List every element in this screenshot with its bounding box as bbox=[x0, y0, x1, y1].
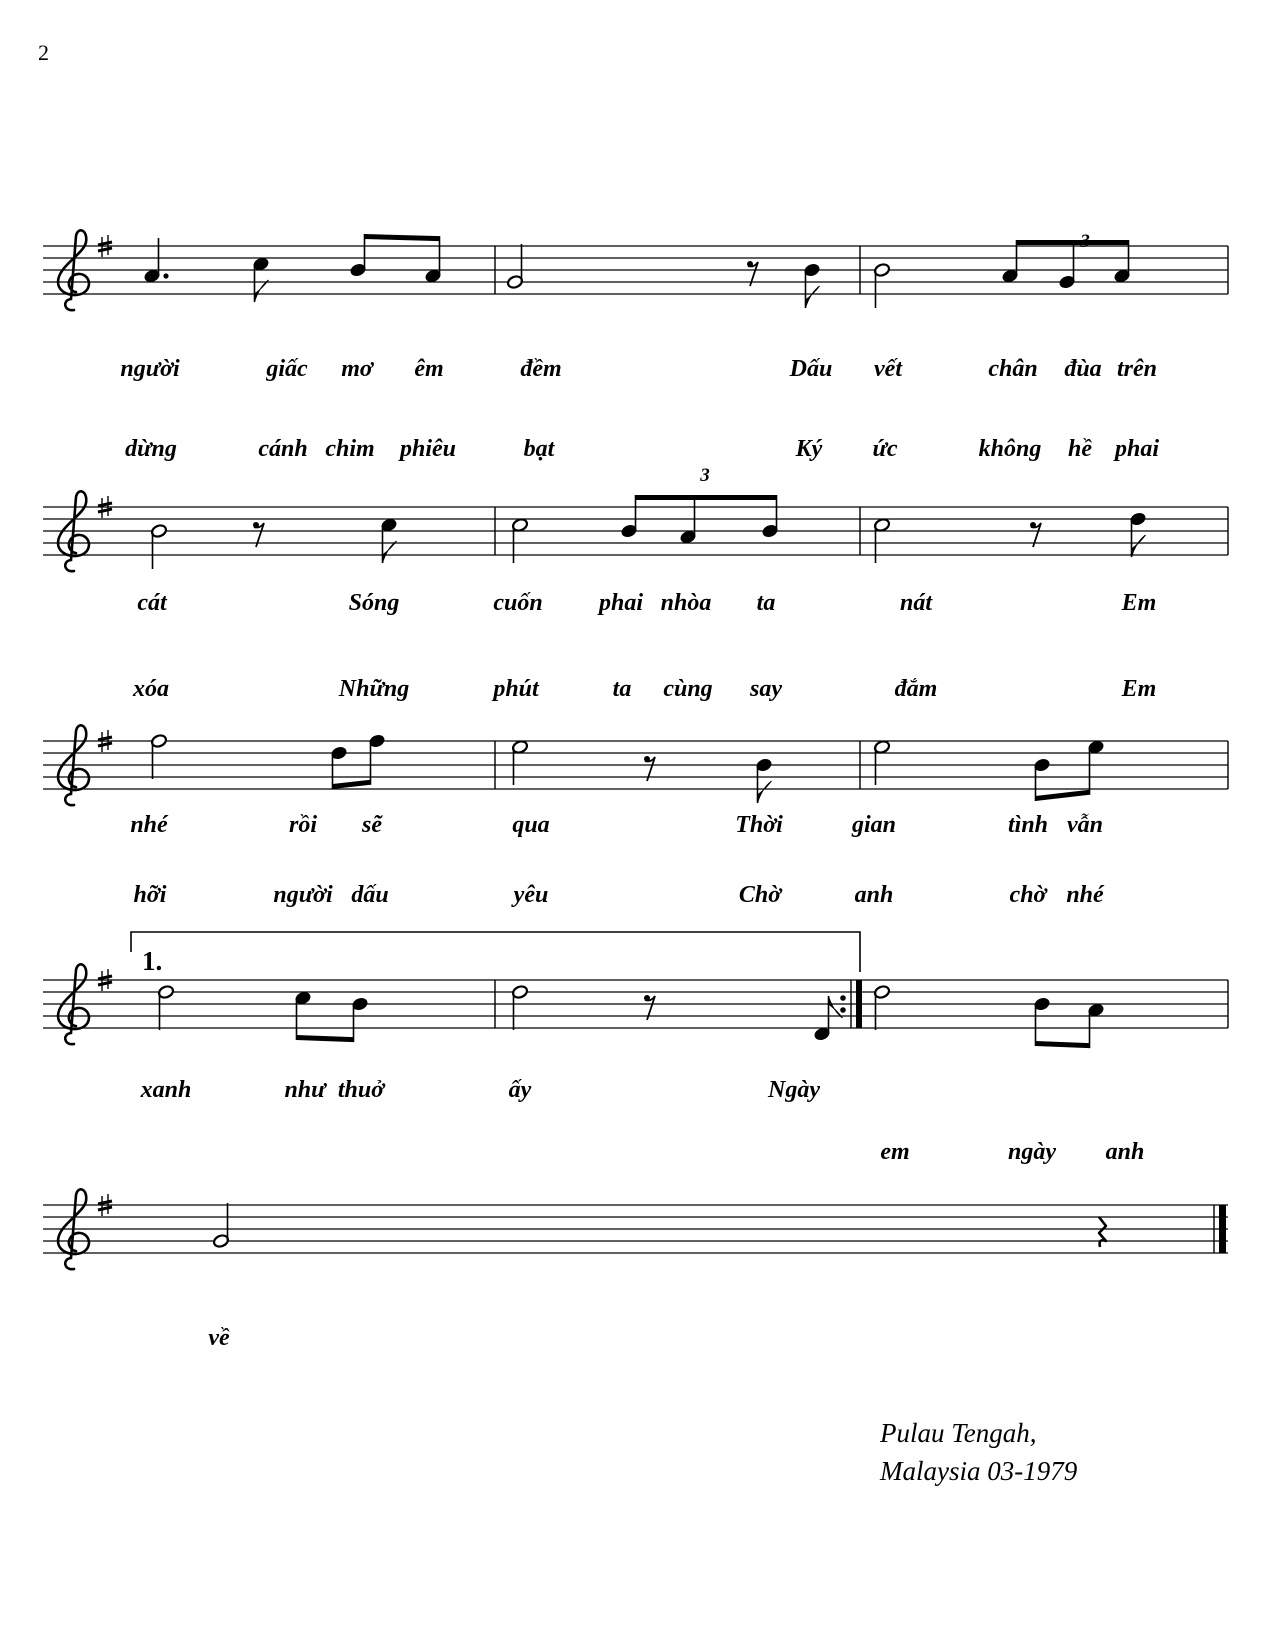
lyric-word: Ngày bbox=[768, 1077, 820, 1103]
lyric-word: nhé bbox=[1066, 882, 1104, 908]
lyric-word: anh bbox=[1105, 1139, 1145, 1165]
lyric-word: nát bbox=[899, 590, 933, 616]
lyric-word: gian bbox=[851, 812, 897, 838]
lyric-word: phiêu bbox=[399, 436, 457, 462]
lyric-word: cát bbox=[137, 590, 167, 616]
lyric-word: cùng bbox=[663, 676, 713, 702]
lyric-word: nhé bbox=[130, 812, 168, 838]
dot bbox=[163, 273, 168, 278]
sharp-icon bbox=[98, 737, 112, 740]
quarter-rest-icon bbox=[1099, 1217, 1106, 1247]
triplet-label: 3 bbox=[700, 465, 710, 486]
lyric-word: ấy bbox=[508, 1077, 532, 1103]
note-beam bbox=[1036, 1041, 1090, 1048]
sharp-icon bbox=[98, 509, 112, 512]
lyric-word: phút bbox=[493, 676, 539, 702]
lyric-word: chim bbox=[325, 436, 375, 462]
lyric-word: phai bbox=[1114, 436, 1160, 462]
lyric-word: đùa bbox=[1064, 356, 1102, 382]
lyric-word: rồi bbox=[288, 812, 318, 838]
note-flag bbox=[383, 541, 397, 563]
lyric-word: dừng bbox=[125, 436, 177, 462]
note-beam bbox=[1036, 790, 1090, 801]
note-flag bbox=[758, 781, 772, 803]
lyric-word: ta bbox=[612, 676, 632, 702]
signature-date: Malaysia 03-1979 bbox=[880, 1456, 1078, 1486]
lyric-word: cánh bbox=[258, 436, 308, 462]
lyric-word: Thời bbox=[735, 812, 783, 838]
note-beam bbox=[636, 495, 777, 500]
sharp-icon bbox=[98, 1201, 112, 1204]
triplet-label: 3 bbox=[1080, 231, 1090, 252]
lyric-word: chân bbox=[988, 356, 1038, 382]
sharp-icon bbox=[98, 982, 112, 985]
lyric-word: Ký bbox=[795, 436, 823, 462]
lyric-word: xóa bbox=[133, 676, 169, 702]
lyric-word: dấu bbox=[351, 882, 389, 908]
lyric-word: cuốn bbox=[493, 590, 543, 616]
lyric-word: đắm bbox=[894, 676, 938, 702]
repeat-dot bbox=[840, 1007, 846, 1013]
lyric-word: thuở bbox=[337, 1077, 385, 1103]
lyric-word: ngày bbox=[1008, 1139, 1056, 1165]
lyric-word: Dấu bbox=[789, 356, 833, 382]
lyric-word: không bbox=[978, 436, 1042, 462]
sharp-icon bbox=[98, 1207, 112, 1210]
sharp-icon bbox=[98, 743, 112, 746]
lyric-word: tình bbox=[1007, 812, 1049, 838]
note-flag bbox=[806, 286, 820, 308]
page-number: 2 bbox=[38, 40, 49, 65]
lyric-word: ta bbox=[756, 590, 776, 616]
volta-label: 1. bbox=[142, 946, 163, 976]
note-beam bbox=[297, 1035, 354, 1042]
lyric-word: phai bbox=[598, 590, 644, 616]
lyric-word: hề bbox=[1068, 436, 1092, 462]
lyric-word: nhòa bbox=[660, 590, 712, 616]
lyric-word: yêu bbox=[513, 882, 549, 908]
sharp-icon bbox=[98, 242, 112, 245]
thick-barline bbox=[856, 980, 862, 1028]
lyric-word: Em bbox=[1121, 590, 1157, 616]
lyric-word: qua bbox=[512, 812, 550, 838]
sharp-icon bbox=[98, 503, 112, 506]
lyric-word: em bbox=[880, 1139, 910, 1165]
volta-bracket bbox=[131, 932, 860, 972]
lyric-word: người bbox=[273, 882, 333, 908]
sharp-icon bbox=[98, 248, 112, 251]
lyric-word: trên bbox=[1116, 356, 1158, 382]
lyric-word: Em bbox=[1121, 676, 1157, 702]
lyric-word: êm bbox=[414, 356, 444, 382]
final-barline bbox=[1219, 1205, 1226, 1253]
lyric-word: xanh bbox=[140, 1077, 192, 1103]
lyric-word: về bbox=[208, 1325, 230, 1351]
signature-place: Pulau Tengah, bbox=[880, 1418, 1037, 1448]
lyric-word: chờ bbox=[1009, 882, 1047, 908]
lyric-word: anh bbox=[854, 882, 894, 908]
lyric-word: người bbox=[120, 356, 180, 382]
lyric-word: đềm bbox=[520, 356, 562, 382]
lyric-word: Những bbox=[338, 676, 410, 702]
lyric-word: vẫn bbox=[1067, 812, 1103, 838]
note-flag bbox=[829, 996, 843, 1018]
lyric-word: như bbox=[284, 1077, 326, 1103]
repeat-dot bbox=[840, 995, 846, 1001]
lyric-word: say bbox=[750, 676, 782, 702]
note-beam bbox=[333, 780, 371, 789]
lyric-word: sẽ bbox=[362, 812, 382, 838]
sharp-icon bbox=[98, 976, 112, 979]
lyric-word: giấc bbox=[266, 356, 308, 382]
lyric-word: ức bbox=[872, 436, 898, 462]
lyric-word: mơ bbox=[341, 356, 373, 382]
lyric-word: bạt bbox=[523, 436, 555, 462]
note-flag bbox=[1132, 535, 1146, 557]
lyric-word: hỡi bbox=[133, 882, 167, 908]
note-beam bbox=[365, 234, 440, 241]
note-flag bbox=[255, 280, 269, 302]
lyric-word: Sóng bbox=[348, 590, 400, 616]
lyric-word: vết bbox=[874, 356, 902, 382]
note-beam bbox=[1017, 240, 1129, 245]
lyric-word: Chờ bbox=[738, 882, 782, 908]
